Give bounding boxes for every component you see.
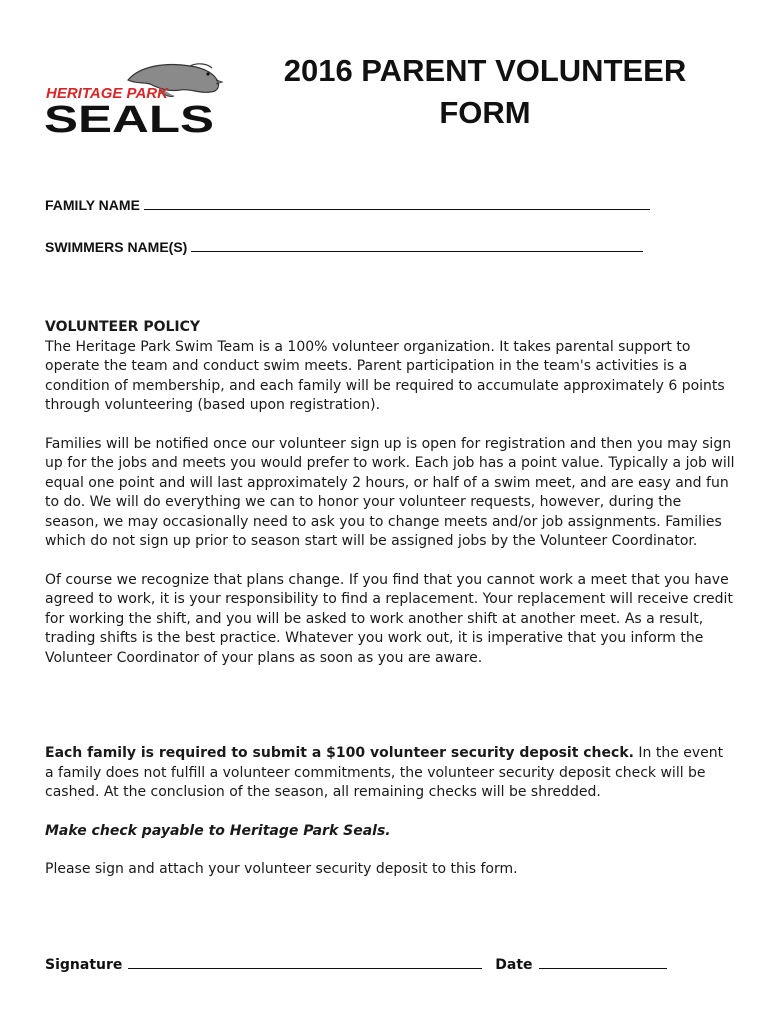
family-name-row xyxy=(45,197,650,213)
date-field[interactable] xyxy=(539,956,667,969)
deposit-bold-text: Each family is required to submit a $100 volunteer security deposit check. xyxy=(45,745,634,761)
page-title xyxy=(250,50,720,134)
logo-line1: HERITAGE PARK xyxy=(46,85,168,102)
swimmers-name-field[interactable] xyxy=(191,239,643,252)
deposit-paragraph xyxy=(45,744,735,803)
family-name-field[interactable] xyxy=(144,197,650,210)
policy-paragraph-2: Families will be notified once our volunteer sign up is open for registration and then you may sign up for the jobs and meets you would prefer to work. Each job has a point value. Typically a job will equal one point and will last approximately 2 hours, or half of a swim meet, and are easy and fun to do. We will do everything we can to honor your volunteer requests, however, during the season, we may occasionally need to ask you to change meets and/or job assignments. Families which do not sign up prior to season start will be assigned jobs by the Volunteer Coordinator. xyxy=(45,435,735,549)
attach-instruction: Please sign and attach your volunteer security deposit to this form. xyxy=(45,861,518,877)
signature-label: Signature xyxy=(45,957,123,973)
swimmers-name-row xyxy=(45,239,643,255)
title-line1: 2016 PARENT VOLUNTEER xyxy=(283,53,687,88)
signature-field[interactable] xyxy=(128,956,482,969)
check-payable-note: Make check payable to Heritage Park Seals. xyxy=(45,822,391,839)
heritage-park-seals-logo xyxy=(40,58,230,138)
date-label: Date xyxy=(495,957,533,973)
volunteer-policy-section xyxy=(45,318,735,668)
deposit-rest-text: In the event a family does not fulfill a volunteer commitments, the volunteer security deposit check will be cashed. At the conclusion of the season, all remaining checks will be shredded. xyxy=(45,745,724,800)
policy-paragraph-3: Of course we recognize that plans change. If you find that you cannot work a meet that you have agreed to work, it is your responsibility to find a replacement. Your replacement will receive credit for working the shift, and you will be asked to work another shift at another meet. As a result, trading shifts is the best practice. Whatever you work out, it is imperative that you inform the Volunteer Coordinator of your plans as soon as you are aware. xyxy=(45,571,733,666)
family-name-label: FAMILY NAME xyxy=(45,197,140,213)
swimmers-name-label: SWIMMERS NAME(S) xyxy=(45,239,188,255)
signature-row xyxy=(45,956,667,973)
title-line2: FORM xyxy=(439,95,531,130)
policy-paragraph-1: The Heritage Park Swim Team is a 100% volunteer organization. It takes parental support to operate the team and conduct swim meets. Parent participation in the team's activities is a condition of membership, and each family will be required to accumulate approximately 6 points through volunteering (based upon registration). xyxy=(45,338,725,413)
deposit-section xyxy=(45,744,735,880)
policy-heading: VOLUNTEER POLICY xyxy=(45,319,201,335)
logo-line2: SEALS xyxy=(44,99,214,138)
